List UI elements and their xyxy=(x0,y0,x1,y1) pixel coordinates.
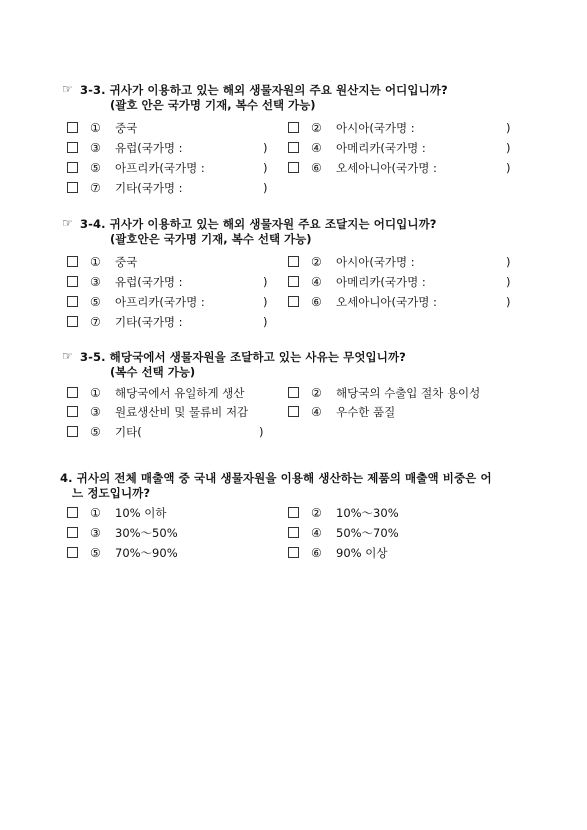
option-number: ⑤ xyxy=(90,161,101,175)
option-label: 아메리카(국가명 : xyxy=(336,141,426,155)
option-label: 우수한 품질 xyxy=(336,405,396,419)
option-number: ⑥ xyxy=(311,546,322,560)
checkbox[interactable] xyxy=(288,122,299,133)
question-3-4-title xyxy=(62,216,437,232)
option-label: 아시아(국가명 : xyxy=(336,255,415,269)
option-label: 아프리카(국가명 : xyxy=(115,161,205,175)
option-number: ② xyxy=(311,506,322,520)
closing-paren: ) xyxy=(263,295,268,309)
closing-paren: ) xyxy=(263,161,268,175)
question-3-5-note: (복수 선택 가능) xyxy=(110,365,196,379)
option-label: 해당국에서 유일하게 생산 xyxy=(115,386,245,400)
option-label: 90% 이상 xyxy=(336,546,388,560)
option-number: ⑥ xyxy=(311,161,322,175)
checkbox[interactable] xyxy=(288,276,299,287)
checkbox[interactable] xyxy=(67,182,78,193)
option-label: 중국 xyxy=(115,121,138,135)
option-number: ④ xyxy=(311,405,322,419)
option-label: 중국 xyxy=(115,255,138,269)
checkbox[interactable] xyxy=(67,142,78,153)
option-label: 10%～30% xyxy=(336,506,399,520)
checkbox[interactable] xyxy=(67,406,78,417)
checkbox[interactable] xyxy=(67,122,78,133)
checkbox[interactable] xyxy=(288,387,299,398)
checkbox[interactable] xyxy=(67,387,78,398)
closing-paren: ) xyxy=(506,121,511,135)
option-number: ⑤ xyxy=(90,295,101,309)
option-number: ⑤ xyxy=(90,546,101,560)
option-number: ③ xyxy=(90,141,101,155)
checkbox[interactable] xyxy=(67,162,78,173)
question-3-4-note: (괄호안은 국가명 기재, 복수 선택 가능) xyxy=(110,232,312,246)
checkbox[interactable] xyxy=(288,296,299,307)
option-number: ① xyxy=(90,255,101,269)
option-label: 원료생산비 및 물류비 저감 xyxy=(115,405,249,419)
checkbox[interactable] xyxy=(67,276,78,287)
option-number: ② xyxy=(311,386,322,400)
closing-paren: ) xyxy=(263,275,268,289)
checkbox[interactable] xyxy=(67,256,78,267)
checkbox[interactable] xyxy=(288,547,299,558)
closing-paren: ) xyxy=(506,255,511,269)
pointing-hand-icon: ☞ xyxy=(62,349,73,363)
closing-paren: ) xyxy=(506,161,511,175)
option-label: 해당국의 수출입 절차 용이성 xyxy=(336,386,481,400)
closing-paren: ) xyxy=(259,425,264,439)
option-number: ④ xyxy=(311,141,322,155)
checkbox[interactable] xyxy=(288,142,299,153)
option-number: ④ xyxy=(311,526,322,540)
option-number: ④ xyxy=(311,275,322,289)
checkbox[interactable] xyxy=(67,527,78,538)
option-label: 기타(국가명 : xyxy=(115,181,183,195)
question-3-3-title xyxy=(62,82,448,98)
option-label: 30%～50% xyxy=(115,526,178,540)
option-number: ⑦ xyxy=(90,315,101,329)
option-number: ② xyxy=(311,255,322,269)
closing-paren: ) xyxy=(263,181,268,195)
option-number: ③ xyxy=(90,275,101,289)
checkbox[interactable] xyxy=(67,507,78,518)
closing-paren: ) xyxy=(506,295,511,309)
closing-paren: ) xyxy=(263,315,268,329)
option-number: ① xyxy=(90,506,101,520)
option-label: 아시아(국가명 : xyxy=(336,121,415,135)
checkbox[interactable] xyxy=(288,256,299,267)
question-3-3-note: (괄호 안은 국가명 기재, 복수 선택 가능) xyxy=(110,98,316,112)
checkbox[interactable] xyxy=(288,507,299,518)
checkbox[interactable] xyxy=(67,426,78,437)
option-number: ⑤ xyxy=(90,425,101,439)
question-3-5-text: 3-5. 해당국에서 생물자원을 조달하고 있는 사유는 무엇입니까? xyxy=(80,350,406,364)
pointing-hand-icon: ☞ xyxy=(62,82,73,96)
closing-paren: ) xyxy=(263,141,268,155)
option-label: 유럽(국가명 : xyxy=(115,275,183,289)
option-label: 아프리카(국가명 : xyxy=(115,295,205,309)
question-4-title-line1: 4. 귀사의 전체 매출액 중 국내 생물자원을 이용해 생산하는 제품의 매출액 비중은 어 xyxy=(60,471,492,485)
option-label: 유럽(국가명 : xyxy=(115,141,183,155)
option-label: 오세아니아(국가명 : xyxy=(336,295,437,309)
question-3-4-text: 3-4. 귀사가 이용하고 있는 해외 생물자원 주요 조달지는 어디입니까? xyxy=(80,217,437,231)
option-label: 기타(국가명 : xyxy=(115,315,183,329)
checkbox[interactable] xyxy=(288,162,299,173)
option-number: ① xyxy=(90,121,101,135)
option-label: 아메리카(국가명 : xyxy=(336,275,426,289)
option-label: 50%～70% xyxy=(336,526,399,540)
checkbox[interactable] xyxy=(67,547,78,558)
question-3-5-title xyxy=(62,349,406,365)
option-number: ⑦ xyxy=(90,181,101,195)
option-number: ① xyxy=(90,386,101,400)
option-label: 기타( xyxy=(115,425,142,439)
checkbox[interactable] xyxy=(67,296,78,307)
option-number: ⑥ xyxy=(311,295,322,309)
option-number: ③ xyxy=(90,405,101,419)
option-number: ③ xyxy=(90,526,101,540)
checkbox[interactable] xyxy=(67,316,78,327)
question-3-3-text: 3-3. 귀사가 이용하고 있는 해외 생물자원의 주요 원산지는 어디입니까? xyxy=(80,83,448,97)
checkbox[interactable] xyxy=(288,527,299,538)
pointing-hand-icon: ☞ xyxy=(62,216,73,230)
checkbox[interactable] xyxy=(288,406,299,417)
closing-paren: ) xyxy=(506,275,511,289)
question-4-title-line2: 느 정도입니까? xyxy=(72,486,151,500)
closing-paren: ) xyxy=(506,141,511,155)
option-label: 오세아니아(국가명 : xyxy=(336,161,437,175)
option-label: 70%～90% xyxy=(115,546,178,560)
option-number: ② xyxy=(311,121,322,135)
option-label: 10% 이하 xyxy=(115,506,167,520)
